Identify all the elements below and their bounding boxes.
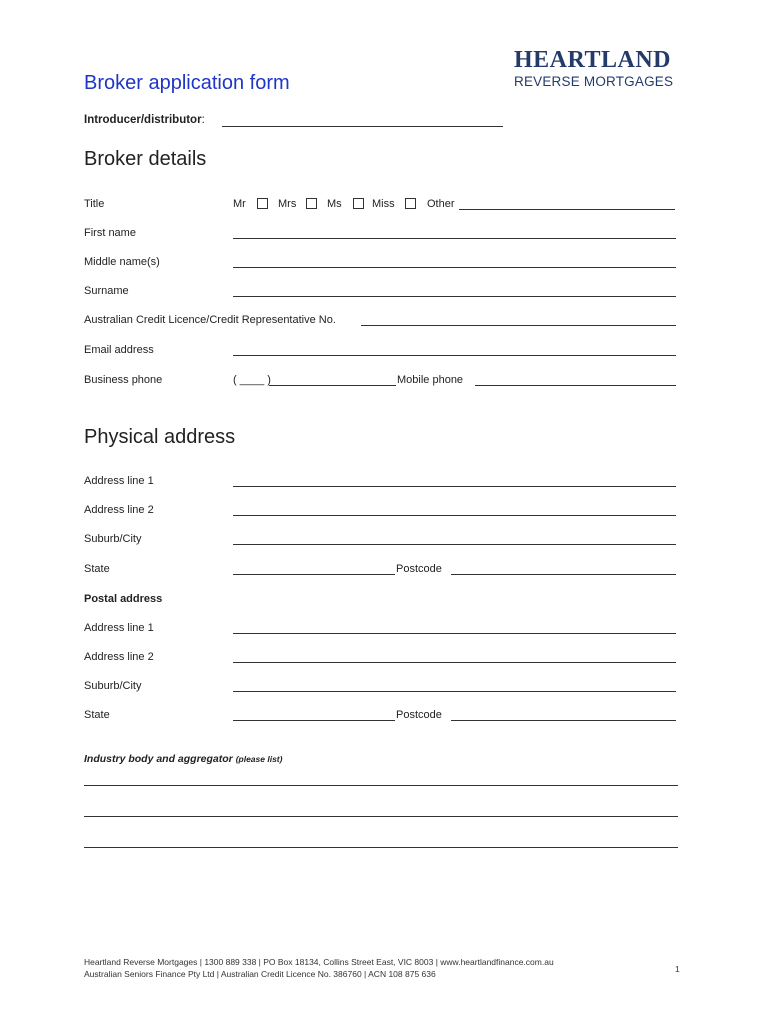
checkbox-mrs[interactable]	[306, 198, 317, 209]
physical-suburb-label: Suburb/City	[84, 533, 142, 545]
footer-line-2: Australian Seniors Finance Pty Ltd | Australian Credit Licence No. 386760 | ACN 108 875 636	[84, 969, 436, 979]
title-option-miss: Miss	[372, 198, 395, 210]
postal-suburb-field[interactable]	[233, 691, 676, 692]
middle-names-label: Middle name(s)	[84, 256, 160, 268]
licence-field[interactable]	[361, 325, 676, 326]
surname-label: Surname	[84, 285, 129, 297]
logo-subtitle: REVERSE MORTGAGES	[514, 74, 674, 89]
physical-line2-label: Address line 2	[84, 504, 154, 516]
postal-line1-label: Address line 1	[84, 622, 154, 634]
physical-line2-field[interactable]	[233, 515, 676, 516]
postal-line1-field[interactable]	[233, 633, 676, 634]
mobile-phone-label: Mobile phone	[397, 374, 464, 386]
footer	[84, 956, 644, 980]
page-title: Broker application form	[84, 72, 290, 94]
checkbox-miss[interactable]	[405, 198, 416, 209]
first-name-field[interactable]	[233, 238, 676, 239]
physical-postcode-label: Postcode	[396, 563, 442, 575]
introducer-field[interactable]	[222, 126, 503, 127]
industry-line-3[interactable]	[84, 847, 678, 848]
physical-line1-field[interactable]	[233, 486, 676, 487]
logo-heartland: HEARTLAND	[514, 47, 672, 73]
title-option-mr: Mr	[233, 198, 246, 210]
physical-suburb-field[interactable]	[233, 544, 676, 545]
industry-label	[84, 753, 282, 765]
email-field[interactable]	[233, 355, 676, 356]
industry-line-1[interactable]	[84, 785, 678, 786]
middle-names-field[interactable]	[233, 267, 676, 268]
physical-line1-label: Address line 1	[84, 475, 154, 487]
postal-line2-field[interactable]	[233, 662, 676, 663]
surname-field[interactable]	[233, 296, 676, 297]
postal-state-label: State	[84, 709, 110, 721]
industry-label-text: Industry body and aggregator	[84, 753, 233, 765]
introducer-label	[84, 114, 205, 126]
physical-state-field[interactable]	[233, 574, 395, 575]
physical-state-label: State	[84, 563, 110, 575]
industry-note: (please list)	[235, 754, 283, 764]
postal-suburb-label: Suburb/City	[84, 680, 142, 692]
checkbox-mr[interactable]	[257, 198, 268, 209]
postal-line2-label: Address line 2	[84, 651, 154, 663]
title-option-other: Other	[427, 198, 455, 210]
phone-area-code: ( ____ )	[233, 374, 271, 386]
checkbox-ms[interactable]	[353, 198, 364, 209]
physical-postcode-field[interactable]	[451, 574, 676, 575]
business-phone-field[interactable]	[269, 385, 396, 386]
introducer-colon: :	[201, 114, 205, 126]
postal-address-heading: Postal address	[84, 593, 163, 605]
introducer-label-text: Introducer/distributor	[84, 114, 202, 126]
industry-line-2[interactable]	[84, 816, 678, 817]
footer-line-1: Heartland Reverse Mortgages | 1300 889 338 | PO Box 18134, Collins Street East, VIC 8003 | www.heartlandfinance.com.au	[84, 957, 554, 967]
licence-label: Australian Credit Licence/Credit Representative No.	[84, 314, 336, 326]
page-number: 1	[675, 964, 680, 974]
postal-postcode-field[interactable]	[451, 720, 676, 721]
email-label: Email address	[84, 344, 154, 356]
postal-state-field[interactable]	[233, 720, 395, 721]
physical-address-heading: Physical address	[84, 426, 236, 448]
title-other-field[interactable]	[459, 209, 675, 210]
title-option-mrs: Mrs	[278, 198, 297, 210]
title-label: Title	[84, 198, 105, 210]
title-option-ms: Ms	[327, 198, 342, 210]
first-name-label: First name	[84, 227, 136, 239]
postal-postcode-label: Postcode	[396, 709, 442, 721]
mobile-phone-field[interactable]	[475, 385, 676, 386]
broker-details-heading: Broker details	[84, 148, 207, 170]
business-phone-label: Business phone	[84, 374, 163, 386]
